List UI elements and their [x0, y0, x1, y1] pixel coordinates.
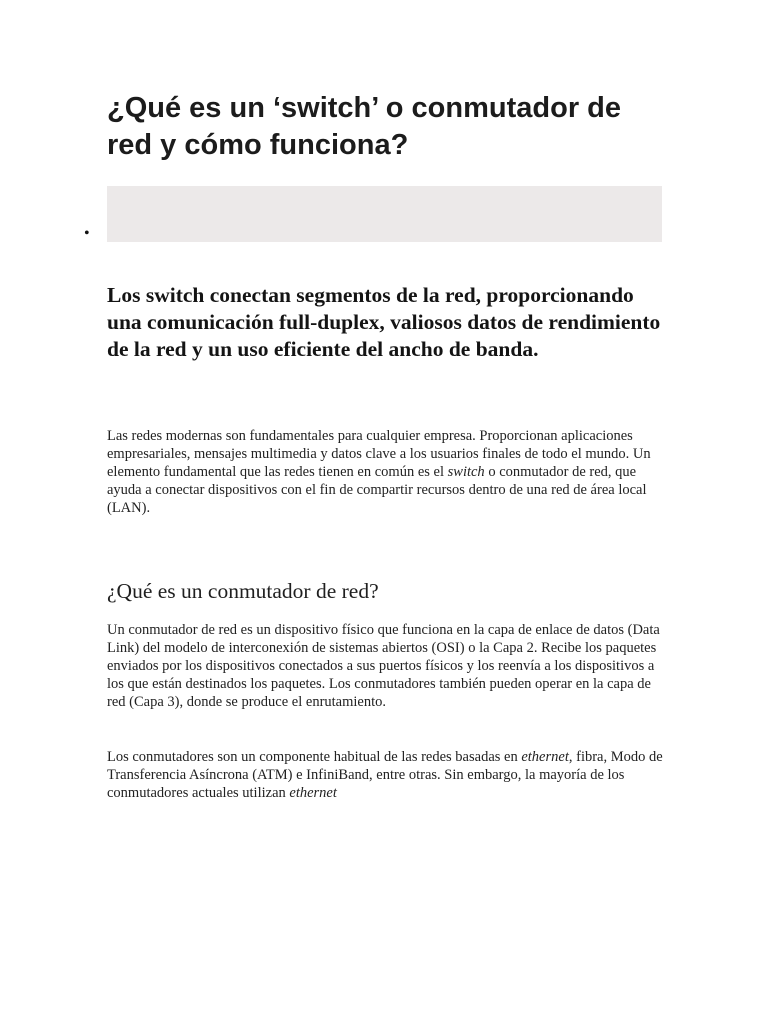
bullet-marker: • [84, 225, 90, 242]
intro-text-start: Las redes modernas son fundamentales para cualquier empresa. Proporcionan aplicaciones empresariales, mensajes multimedia y datos clave a los usuarios finales de todo el mundo. Un elemento fundamental que las redes tienen en común es el [107, 428, 651, 480]
section-heading: ¿Qué es un conmutador de red? [107, 579, 379, 603]
usage-emphasis-ethernet: ethernet [521, 749, 569, 765]
usage-paragraph [107, 748, 667, 802]
page-title: ¿Qué es un ‘switch’ o conmutador de red y cómo funciona? [107, 92, 622, 161]
media-placeholder [107, 186, 662, 242]
usage-text-start: Los conmutadores son un componente habitual de las redes basadas en [107, 749, 522, 765]
usage-emphasis-ethernet-end: ethernet [289, 785, 337, 801]
intro-emphasis-switch: switch [447, 464, 485, 480]
intro-text-end: o conmutador de red, que ayuda a conectar dispositivos con el fin de compartir recursos dentro de una red de área local (LAN). [107, 464, 647, 516]
definition-paragraph: Un conmutador de red es un dispositivo físico que funciona en la capa de enlace de datos (Data Link) del modelo de interconexión de sistemas abiertos (OSI) o la Capa 2. Recibe los paquetes enviados por los dispositivos conectados a sus puertos físicos y los reenvía a los dispositivos a los que están destinados los paquetes. Los conmutadores también pueden operar en la capa de red (Capa 3), donde se produce el enrutamiento. [107, 622, 660, 710]
lead-paragraph: Los switch conectan segmentos de la red, proporcionando una comunicación full-duplex, valiosos datos de rendimiento de la red y un uso eficiente del ancho de banda. [107, 283, 661, 361]
intro-paragraph [107, 427, 667, 517]
usage-text-middle: , fibra, Modo de Transferencia Asíncrona (ATM) e InfiniBand, entre otras. Sin embargo, la mayoría de los conmutadores actuales utilizan [107, 749, 663, 801]
